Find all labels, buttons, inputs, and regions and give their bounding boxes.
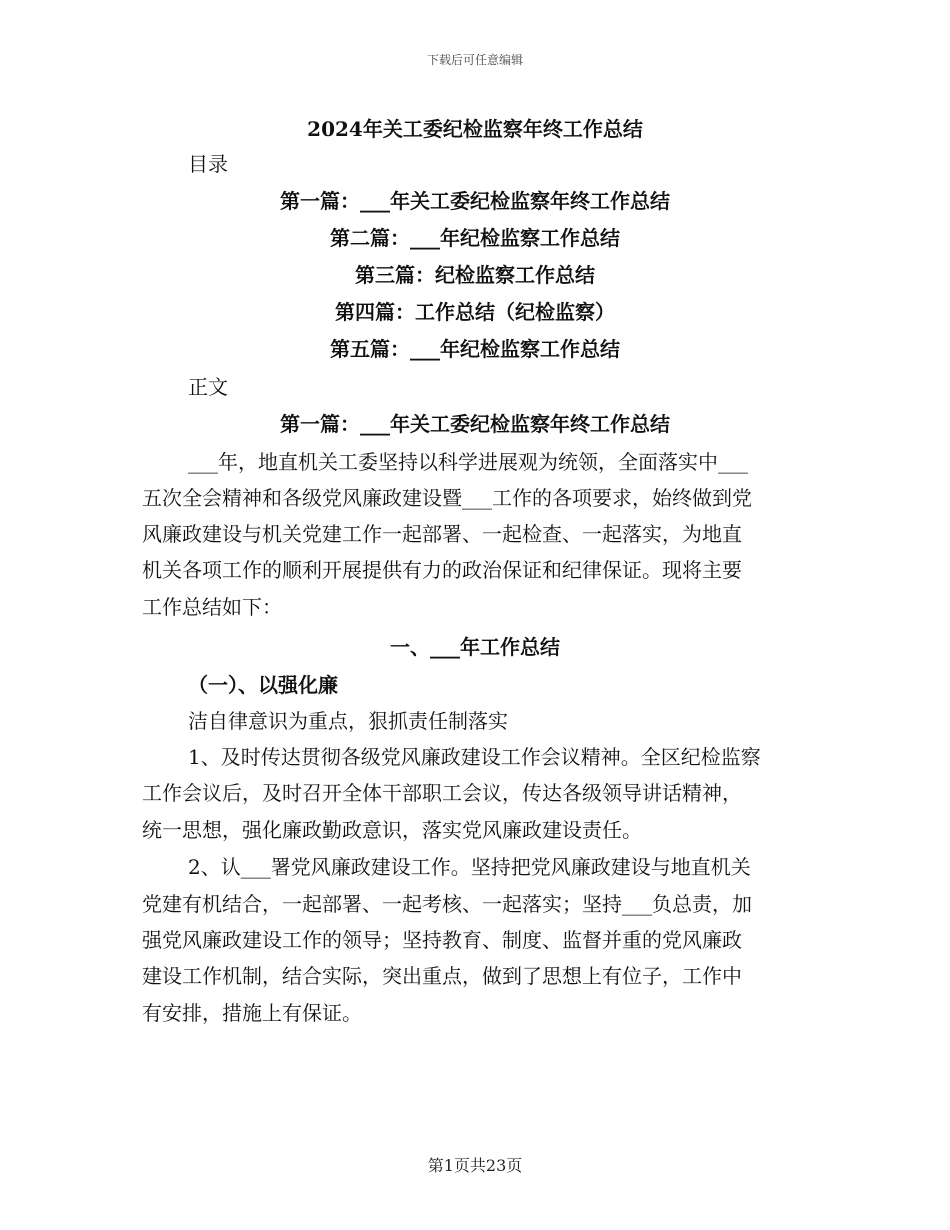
subsection-heading: （一）、以强化廉 xyxy=(188,673,338,697)
chapter-title: 第一篇：___年关工委纪检监察年终工作总结 xyxy=(280,412,670,436)
paragraph-line: 有安排，措施上有保证。 xyxy=(142,1001,362,1025)
toc-item: 第二篇：___年纪检监察工作总结 xyxy=(330,226,620,250)
paragraph-line: 1、及时传达贯彻各级党风廉政建设工作会议精神。全区纪检监察 xyxy=(188,745,761,769)
paragraph-line: 工作会议后，及时召开全体干部职工会议，传达各级领导讲话精神， xyxy=(142,781,742,805)
toc-item: 第五篇：___年纪检监察工作总结 xyxy=(330,337,620,361)
subsection-continuation: 洁自律意识为重点，狠抓责任制落实 xyxy=(188,709,508,733)
paragraph-line: 建设工作机制，结合实际，突出重点，做到了思想上有位子，工作中 xyxy=(142,964,742,988)
paragraph-line: 党建有机结合，一起部署、一起考核、一起落实；坚持___负总责，加 xyxy=(142,892,752,916)
paragraph-line: 工作总结如下： xyxy=(142,595,282,619)
paragraph-line: 机关各项工作的顺利开展提供有力的政治保证和纪律保证。现将主要 xyxy=(142,558,742,582)
toc-item: 第一篇：___年关工委纪检监察年终工作总结 xyxy=(280,189,670,213)
page-footer: 第1页共23页 xyxy=(427,1156,523,1175)
header-note: 下载后可任意编辑 xyxy=(426,53,523,67)
paragraph-line: 2、认___署党风廉政建设工作。坚持把党风廉政建设与地直机关 xyxy=(188,855,751,879)
paragraph-line: 强党风廉政建设工作的领导；坚持教育、制度、监督并重的党风廉政 xyxy=(142,928,742,952)
paragraph-line: 统一思想，强化廉政勤政意识，落实党风廉政建设责任。 xyxy=(142,818,642,842)
paragraph-line: 五次全会精神和各级党风廉政建设暨___工作的各项要求，始终做到党 xyxy=(142,486,752,510)
toc-item: 第三篇：纪检监察工作总结 xyxy=(355,263,595,287)
body-label: 正文 xyxy=(188,375,228,399)
toc-item: 第四篇：工作总结（纪检监察） xyxy=(335,300,615,324)
paragraph-line: ___年，地直机关工委坚持以科学进展观为统领，全面落实中___ xyxy=(188,450,748,474)
section-heading: 一、___年工作总结 xyxy=(390,635,560,659)
paragraph-line: 风廉政建设与机关党建工作一起部署、一起检查、一起落实，为地直 xyxy=(142,522,742,546)
document-title: 2024年关工委纪检监察年终工作总结 xyxy=(307,117,643,141)
toc-label: 目录 xyxy=(188,152,228,176)
